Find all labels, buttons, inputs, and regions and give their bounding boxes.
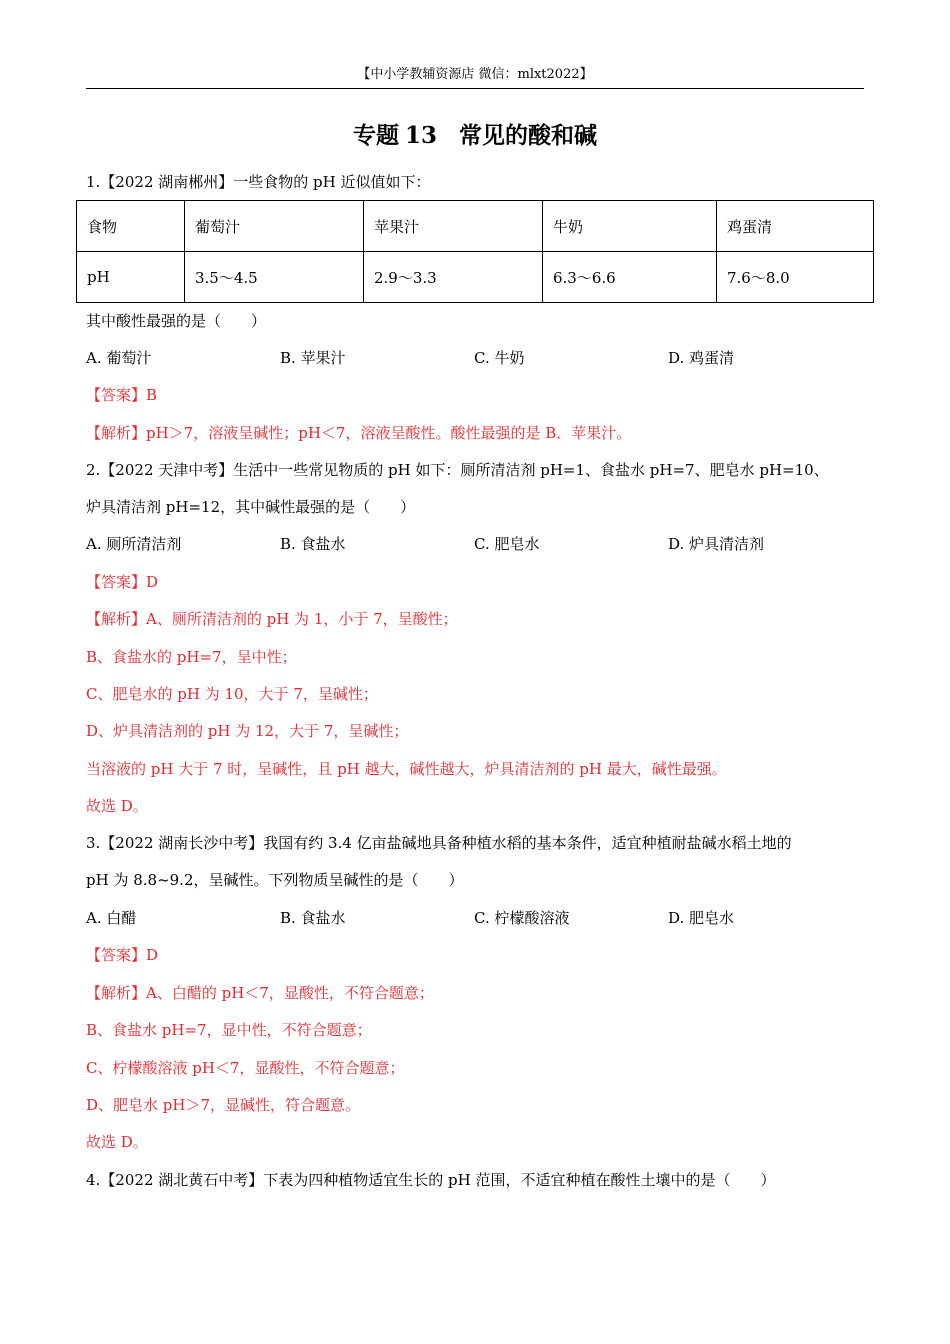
q3-analysis-line: 故选 D。	[86, 1133, 148, 1151]
q1-analysis: 【解析】pH＞7，溶液呈碱性；pH＜7，溶液呈酸性。酸性最强的是 B．苹果汁。	[86, 424, 632, 442]
table-row	[77, 201, 874, 252]
option-c: C. 牛奶	[474, 349, 525, 367]
q2-analysis-line: 故选 D。	[86, 797, 148, 815]
option-d: D. 炉具清洁剂	[668, 535, 765, 553]
option-b: B. 食盐水	[280, 535, 346, 553]
q3-stem-line-2: pH 为 8.8~9.2，呈碱性。下列物质呈碱性的是（ ）	[86, 871, 464, 889]
option-d: D. 鸡蛋清	[668, 349, 735, 367]
option-b: B. 食盐水	[280, 909, 346, 927]
q3-stem-line-1: 3.【2022 湖南长沙中考】我国有约 3.4 亿亩盐碱地具备种植水稻的基本条件，适宜种植耐盐碱水稻土地的	[86, 834, 792, 852]
option-c: C. 肥皂水	[474, 535, 540, 553]
option-b: B. 苹果汁	[280, 349, 346, 367]
table-cell: 3.5～4.5	[185, 252, 364, 303]
q3-answer: 【答案】D	[86, 946, 159, 964]
page-header: 【中小学教辅资源店 微信：mlxt2022】	[357, 67, 593, 82]
q2-analysis-line: 【解析】A、厕所清洁剂的 pH 为 1，小于 7，呈酸性；	[86, 610, 458, 628]
q2-analysis-line: 当溶液的 pH 大于 7 时，呈碱性，且 pH 越大，碱性越大，炉具清洁剂的 pH 最大，碱性最强。	[86, 760, 727, 778]
q2-analysis-line: D、炉具清洁剂的 pH 为 12，大于 7，呈碱性；	[86, 722, 409, 740]
table-cell: 6.3～6.6	[543, 252, 717, 303]
title-prefix: 专题	[352, 122, 399, 149]
table-cell: pH	[77, 252, 185, 303]
option-c: C. 柠檬酸溶液	[474, 909, 570, 927]
table-cell: 7.6～8.0	[717, 252, 874, 303]
option-d: D. 肥皂水	[668, 909, 735, 927]
q4-stem: 4.【2022 湖北黄石中考】下表为四种植物适宜生长的 pH 范围，不适宜种植在酸性土壤中的是（ ）	[86, 1171, 776, 1189]
table-cell: 葡萄汁	[185, 201, 364, 252]
q1-stem: 1.【2022 湖南郴州】一些食物的 pH 近似值如下：	[86, 173, 431, 191]
q1-question: 其中酸性最强的是（ ）	[86, 312, 267, 330]
q3-analysis-line: D、肥皂水 pH＞7，显碱性，符合题意。	[86, 1096, 361, 1114]
page-title	[0, 120, 950, 152]
q2-stem-line-2: 炉具清洁剂 pH=12，其中碱性最强的是（ ）	[86, 498, 416, 516]
table-cell: 鸡蛋清	[717, 201, 874, 252]
q2-analysis-line: C、肥皂水的 pH 为 10，大于 7，呈碱性；	[86, 685, 378, 703]
q3-analysis-line: B、食盐水 pH=7，显中性，不符合题意；	[86, 1021, 372, 1039]
title-name: 常见的酸和碱	[459, 122, 597, 149]
q2-analysis-line: B、食盐水的 pH=7，呈中性；	[86, 648, 297, 666]
q1-answer: 【答案】B	[86, 386, 158, 404]
header-divider	[86, 88, 864, 89]
table-row	[77, 252, 874, 303]
option-a: A. 白醋	[86, 909, 137, 927]
option-a: A. 葡萄汁	[86, 349, 152, 367]
q2-answer: 【答案】D	[86, 573, 159, 591]
title-number: 13	[404, 122, 437, 149]
table-cell: 苹果汁	[364, 201, 543, 252]
table-cell: 牛奶	[543, 201, 717, 252]
ph-table	[76, 200, 874, 303]
table-cell: 2.9～3.3	[364, 252, 543, 303]
table-cell: 食物	[77, 201, 185, 252]
q2-stem-line-1: 2.【2022 天津中考】生活中一些常见物质的 pH 如下：厕所清洁剂 pH=1、食盐水 pH=7、肥皂水 pH=10、	[86, 461, 829, 479]
q3-analysis-line: 【解析】A、白醋的 pH＜7，显酸性，不符合题意；	[86, 984, 434, 1002]
option-a: A. 厕所清洁剂	[86, 535, 182, 553]
q3-analysis-line: C、柠檬酸溶液 pH＜7，显酸性，不符合题意；	[86, 1059, 405, 1077]
